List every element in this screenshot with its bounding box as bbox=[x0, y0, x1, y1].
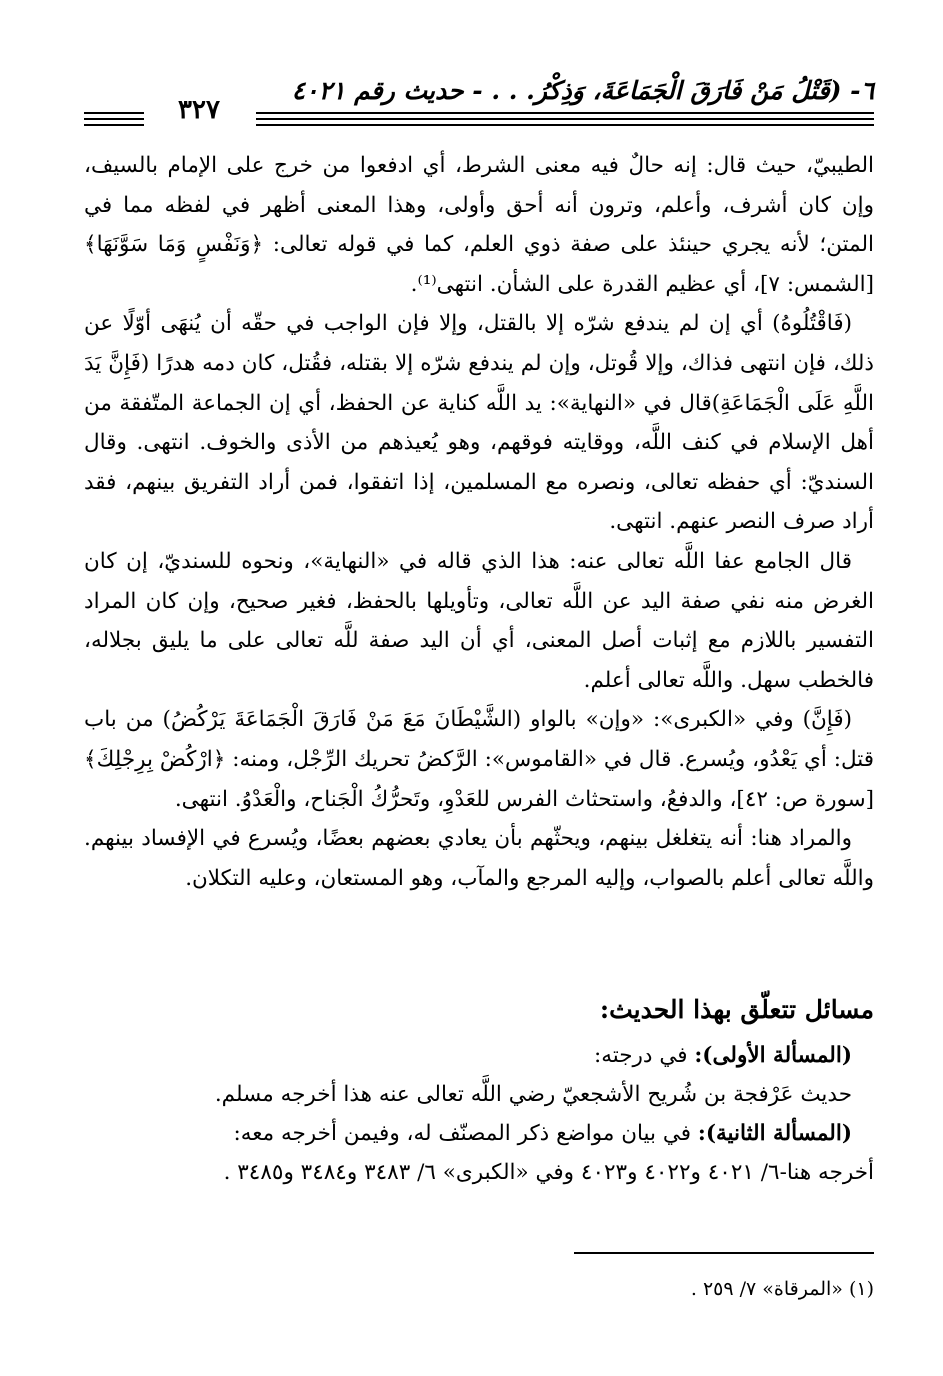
issue-two-text: أخرجه هنا-٦/ ٤٠٢١ و٤٠٢٢ و٤٠٢٣ وفي «الكبرى» ٦/ ٣٤٨٣ و٣٤٨٤ و٣٤٨٥ . bbox=[223, 1160, 874, 1185]
issues-block bbox=[84, 1036, 874, 1192]
issue-one-title: (المسألة الأولى): bbox=[694, 1043, 852, 1068]
main-text bbox=[84, 146, 874, 898]
paragraph-jami-comment: قال الجامع عفا اللَّه تعالى عنه: هذا الذي قاله في «النهاية»، ونحوه للسنديّ، إن كان الغرض منه نفي صفة اليد عن اللَّه تعالى، وتأويلها بالحفظ، فغير صحيح، وإن كان المراد التفسير باللازم مع إثبات أصل المعنى، أي أن اليد صفة للَّه تعالى على ما يليق بجلاله، فالخطب سهل. واللَّه تعالى أعلم. bbox=[84, 548, 874, 693]
issue-two-title: (المسألة الثانية): bbox=[697, 1121, 852, 1146]
section-heading: مسائل تتعلّق بهذا الحديث: bbox=[599, 995, 874, 1024]
page-number: ٣٢٧ bbox=[144, 96, 254, 124]
issue-two-subtitle: في بيان مواضع ذكر المصنّف له، وفيمن أخرجه معه: bbox=[233, 1121, 692, 1146]
running-title: ٦- (قَتْلُ مَنْ فَارَقَ الْجَمَاعَةَ، وَذِكْرُ. . . - حديث رقم ٤٠٢١ bbox=[291, 76, 874, 105]
paragraph-tibi: الطيبيّ، حيث قال: إنه حالٌ فيه معنى الشرط، أي ادفعوا من خرج على الإمام بالسيف، وإن كان أشرف، وأعلم، وترون أنه أحق وأولى، وهذا المعنى أظهر في لفظه مما في المتن؛ لأنه يجري حينئذ على صفة ذوي العلم، كما في قوله تعالى: ﴿وَنَفْسٍ وَمَا سَوَّنَهَا﴾ [الشمس: ٧]، أي عظيم القدرة على الشأن. انتهى⁽¹⁾. bbox=[84, 153, 874, 297]
paragraph-shaytan: (فَإِنَّ) وفي «الكبرى»: «وإن» بالواو (الشَّيْطَانَ مَعَ مَنْ فَارَقَ الْجَمَاعَةَ يَرْكُضُ) من باب قتل: أي يَعْدُو، ويُسرع. قال في «القاموس»: الرَّكضُ تحريك الرِّجْل، ومنه: ﴿ارْكُضْ بِرِجْلِكَ﴾ [سورة ص: ٤٢]، والدفعُ، واستحثاث الفرس للعَدْوِ، وتَحرُّكُ الْجَناح، والْعَدْوُ. انتهى. bbox=[84, 707, 874, 812]
footnote: (١) «المرقاة» ٧/ ٢٥٩ . bbox=[690, 1278, 874, 1300]
issue-one-subtitle: في درجته: bbox=[593, 1043, 688, 1068]
issue-one-text: حديث عَرْفجة بن شُريح الأشجعيّ رضي اللَّه تعالى عنه هذا أخرجه مسلم. bbox=[214, 1082, 852, 1107]
paragraph-meaning: والمراد هنا: أنه يتغلغل بينهم، ويحثّهم بأن يعادي بعضهم بعضًا، ويُسرع في الإفساد بينهم. واللَّه تعالى أعلم بالصواب، وإليه المرجع والمآب، وهو المستعان، وعليه التكلان. bbox=[84, 826, 874, 891]
header-rule bbox=[84, 95, 874, 126]
paragraph-faqtuluh: (فَاقْتُلُوهُ) أي إن لم يندفع شرّه إلا بالقتل، وإلا فإن الواجب في حقّه أن يُنهَى أوّلًا عن ذلك، فإن انتهى فذاك، وإلا قُوتل، وإن لم يندفع شرّه إلا بقتله، فقُتل، كان دمه هدرًا (فَإِنَّ يَدَ اللَّهِ عَلَى الْجَمَاعَةِ)قال في «النهاية»: يد اللَّه كناية عن الحفظ، أي إن الجماعة المتّفقة من أهل الإسلام في كنف اللَّه، ووقايته فوقهم، وهو يُعيذهم من الأذى والخوف. انتهى. وقال السنديّ: أي حفظه تعالى، ونصره مع المسلمين، إذا اتفقوا، فمن أراد التفريق بينهم، فقد أراد صرف النصر عنهم. انتهى. bbox=[84, 311, 874, 535]
document-page bbox=[84, 60, 874, 1350]
footnote-separator bbox=[574, 1252, 874, 1254]
